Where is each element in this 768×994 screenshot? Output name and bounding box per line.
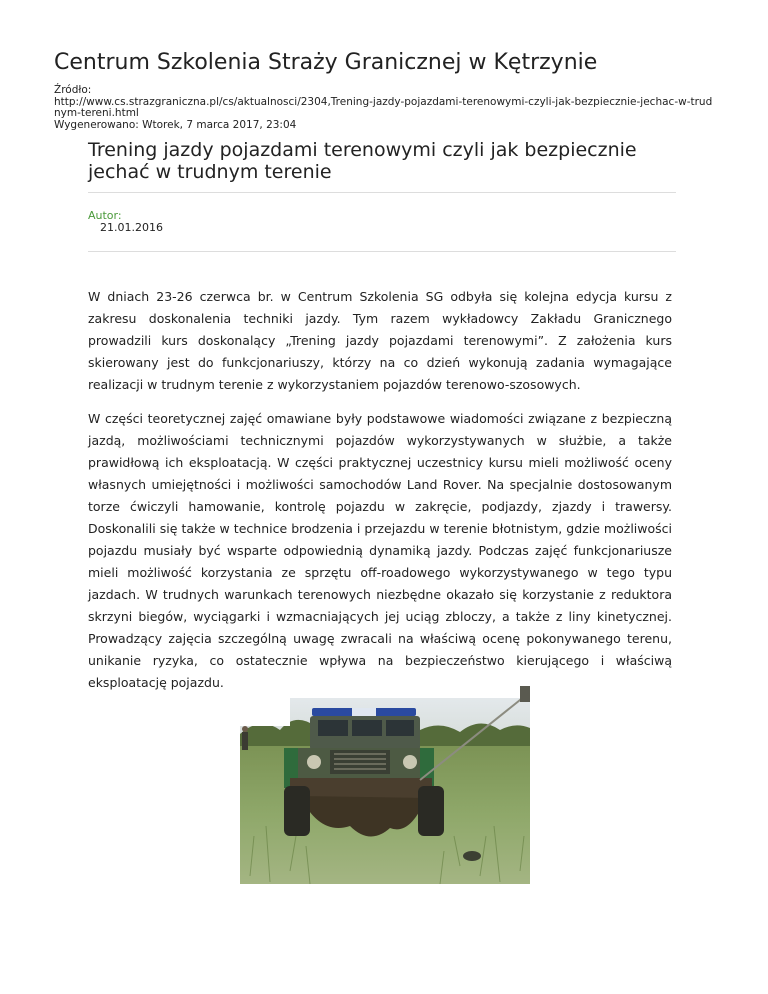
article-body [88,286,672,706]
source-meta [54,85,714,131]
site-title: Centrum Szkolenia Straży Granicznej w Kętrzynie [54,50,598,75]
paragraph-2: W części teoretycznej zajęć omawiane były podstawowe wiadomości związane z bezpieczną jazdą, możliwościami technicznymi pojazdów wykorzystywanych w służbie, a także prawidłową ich eksploatacją. W części praktycznej uczestnicy kursu mieli możliwość oceny własnych umiejętności i możliwości samochodów Land Rover. Na specjalnie dostosowanym torze ćwiczyli hamowanie, kontrolę pojazdu w zakręcie, podjazdy, zjazdy i trawersy. Doskonalili się także w technice brodzenia i przejazdu w terenie błotnistym, gdzie możliwości pojazdu musiały być wsparte odpowiednią dynamiką jazdy. Podczas zajęć funkcjonariusze mieli możliwość korzystania ze sprzętu off-roadowego wykorzystywanego w tego typu jazdach. W trudnych warunkach terenowych niezbędne okazało się korzystanie z reduktora skrzyni biegów, wyciągarki i wzmacniających jej uciąg zbloczy, a także z liny kinetycznej. Prowadzący zajęcia szczególną uwagę zwracali na właściwą ocenę pokonywanego terenu, unikanie ryzyka, co ostatecznie wpływa na bezpieczeństwo kierującego i właściwą eksploatację pojazdu. [88,411,672,690]
article-title: Trening jazdy pojazdami terenowymi czyli jak bezpiecznie jechać w trudnym terenie [88,139,637,183]
article-photo [240,686,530,884]
generated-timestamp: Wygenerowano: Wtorek, 7 marca 2017, 23:04 [54,118,297,131]
divider-top [88,192,676,193]
source-label: Źródło: [54,84,92,96]
author-label: Autor: [88,209,122,222]
source-url[interactable]: http://www.cs.strazgraniczna.pl/cs/aktualnosci/2304,Trening-jazdy-pojazdami-terenowymi-czyli-jak-bezpiecznie-jechac-w-trudnym-tereni.html [54,95,713,119]
article-date: 21.01.2016 [100,221,163,234]
paragraph-1: W dniach 23-26 czerwca br. w Centrum Szkolenia SG odbyła się kolejna edycja kursu z zakresu doskonalenia techniki jazdy. Tym razem wykładowcy Zakładu Granicznego prowadzili kurs doskonalący „Trening jazdy pojazdami terenowymi”. Z założenia kurs skierowany jest do funkcjonariuszy, którzy na co dzień wykonują zadania wymagające realizacji w trudnym terenie z wykorzystaniem pojazdów terenowo-szosowych. [88,289,672,392]
land-rover-photo [240,686,530,884]
divider-bottom [88,251,676,252]
